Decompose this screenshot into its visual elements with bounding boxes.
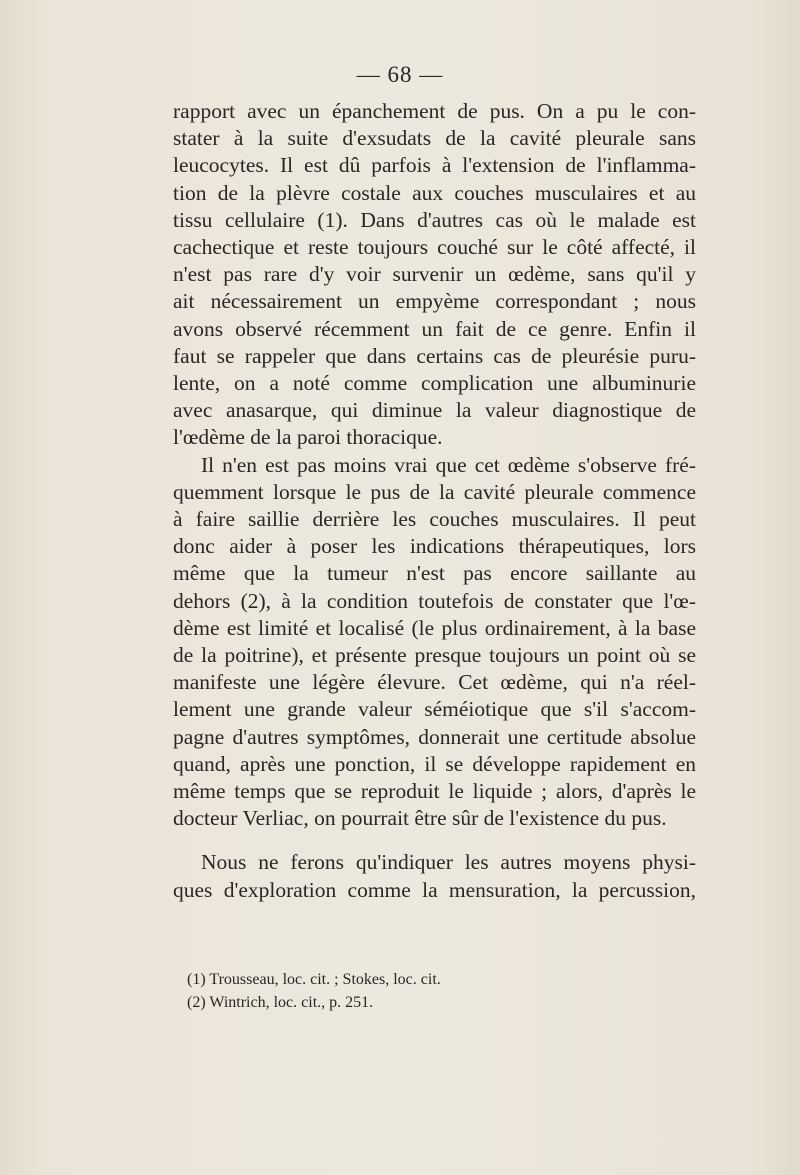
paragraph-spacer <box>173 832 696 849</box>
text-line: tissu cellulaire (1). Dans d'autres cas où le malade est <box>173 207 696 232</box>
text-line: Il n'en est pas moins vrai que cet œdème s'observe fré- <box>201 452 696 477</box>
text-line: rapport avec un épanchement de pus. On a pu le con- <box>173 99 696 123</box>
text-line: avons observé récemment un fait de ce genre. Enfin il <box>173 316 696 341</box>
text-line: donc aider à poser les indications thérapeutiques, lors <box>173 534 696 559</box>
text-line: tion de la plèvre costale aux couches musculaires et au <box>173 180 696 205</box>
text-line: Nous ne ferons qu'indiquer les autres moyens physi- <box>201 850 696 875</box>
text-line: à faire saillie derrière les couches musculaires. Il peut <box>173 507 696 532</box>
text-line: cachectique et reste toujours couché sur le côté affecté, il <box>173 235 696 260</box>
text-line: avec anasarque, qui diminue la valeur diagnostique de <box>173 398 696 423</box>
text-line: lente, on a noté comme complication une albuminurie <box>173 371 696 396</box>
page-number: — 68 — <box>356 62 444 87</box>
paragraph-3 <box>173 849 696 903</box>
footnotes <box>187 968 687 1014</box>
text-line: docteur Verliac, on pourrait être sûr de l'existence du pus. <box>173 806 667 831</box>
text-line: même temps que se reproduit le liquide ; alors, d'après le <box>173 779 696 804</box>
text-line: de la poitrine), et présente presque toujours un point où se <box>173 643 696 668</box>
text-line: quemment lorsque le pus de la cavité pleurale commence <box>173 479 696 504</box>
text-line: ques d'exploration comme la mensuration, la percussion, <box>173 877 696 902</box>
footnote: (1) Trousseau, loc. cit. ; Stokes, loc. cit. <box>187 971 441 988</box>
text-line: l'œdème de la paroi thoracique. <box>173 425 443 450</box>
text-line: leucocytes. Il est dû parfois à l'extension de l'inflamma- <box>173 153 696 178</box>
text-line: faut se rappeler que dans certains cas de pleurésie puru- <box>173 343 696 368</box>
text-line: stater à la suite d'exsudats de la cavité pleurale sans <box>173 126 696 151</box>
text-line: n'est pas rare d'y voir survenir un œdème, sans qu'il y <box>173 262 696 287</box>
text-line: lement une grande valeur séméiotique que s'il s'accom- <box>173 697 696 722</box>
paragraph-1 <box>173 98 696 452</box>
text-line: même que la tumeur n'est pas encore saillante au <box>173 561 696 586</box>
footnote: (2) Wintrich, loc. cit., p. 251. <box>187 994 374 1011</box>
text-line: dehors (2), à la condition toutefois de constater que l'œ- <box>173 588 696 613</box>
text-line: pagne d'autres symptômes, donnerait une certitude absolue <box>173 724 696 749</box>
paragraph-2 <box>173 452 696 833</box>
body-text <box>173 98 696 904</box>
text-line: quand, après une ponction, il se développe rapidement en <box>173 751 696 776</box>
text-line: dème est limité et localisé (le plus ordinairement, à la base <box>173 615 696 640</box>
text-line: manifeste une légère élevure. Cet œdème, qui n'a réel- <box>173 670 696 695</box>
text-line: ait nécessairement un empyème correspondant ; nous <box>173 289 696 314</box>
